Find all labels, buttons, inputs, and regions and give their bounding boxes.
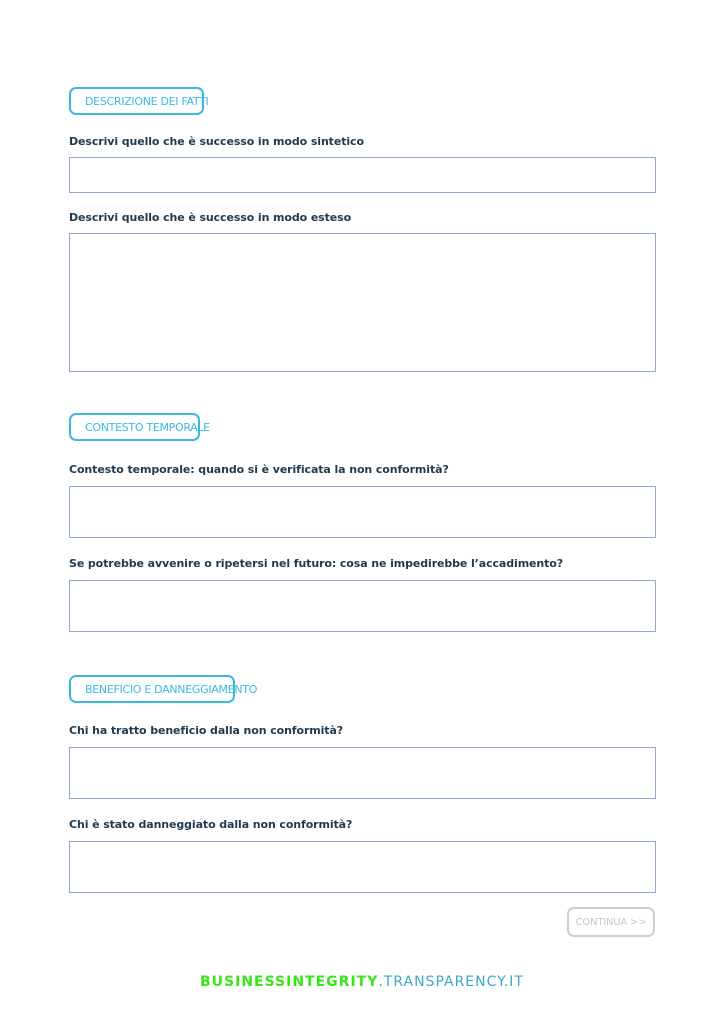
footer-brand: BUSINESSINTEGRITY <box>199 974 379 990</box>
question-label-danneggiato: Chi è stato danneggiato dalla non conformità? <box>69 818 353 831</box>
footer-domain: .TRANSPARENCY.IT <box>378 974 524 990</box>
textarea-esteso[interactable] <box>69 233 656 372</box>
question-label-beneficio: Chi ha tratto beneficio dalla non conformità? <box>69 724 344 737</box>
question-label-esteso: Descrivi quello che è successo in modo esteso <box>69 211 352 224</box>
input-sintetico[interactable] <box>69 157 656 193</box>
section-tag-beneficio-danneggiamento: BENEFICIO E DANNEGGIAMENTO <box>69 675 235 703</box>
section-tag-descrizione-dei-fatti: DESCRIZIONE DEI FATTI <box>69 87 204 115</box>
question-label-futuro: Se potrebbe avvenire o ripetersi nel futuro: cosa ne impedirebbe l’accadimento? <box>69 557 564 570</box>
question-label-sintetico: Descrivi quello che è successo in modo sintetico <box>69 135 364 148</box>
footer-site-url <box>0 974 724 990</box>
input-beneficio[interactable] <box>69 747 656 799</box>
input-futuro[interactable] <box>69 580 656 632</box>
input-danneggiato[interactable] <box>69 841 656 893</box>
question-label-quando: Contesto temporale: quando si è verificata la non conformità? <box>69 463 449 476</box>
input-quando[interactable] <box>69 486 656 538</box>
continue-button[interactable]: CONTINUA >> <box>567 907 655 937</box>
section-tag-contesto-temporale: CONTESTO TEMPORALE <box>69 413 200 441</box>
